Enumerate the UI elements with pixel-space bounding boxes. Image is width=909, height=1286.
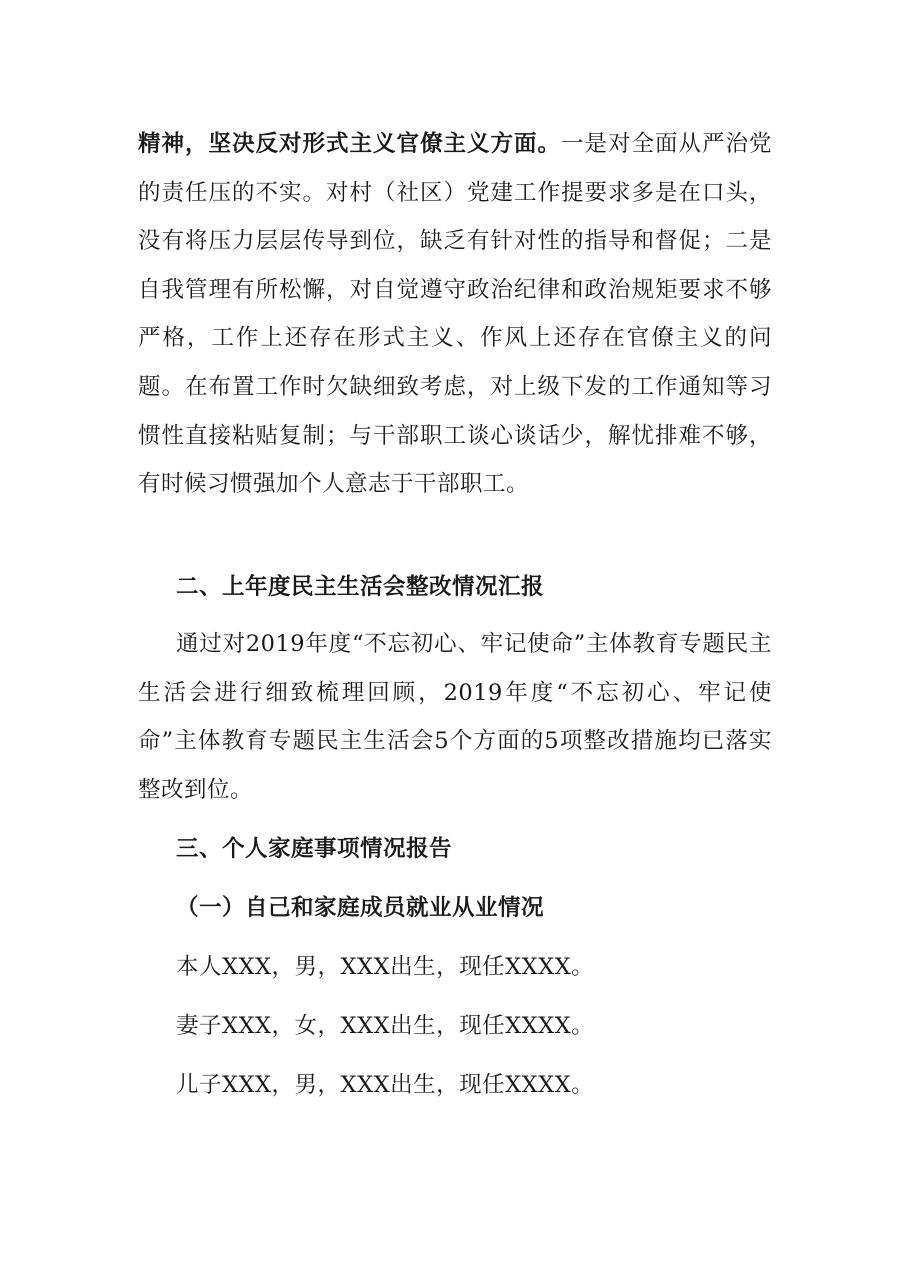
paragraph-rectification: 通过对2019年度“不忘初心、牢记使命”主体教育专题民主生活会进行细致梳理回顾，2019年度“不忘初心、牢记使命”主体教育专题民主生活会5个方面的5项整改措施均已落实整改到位。 <box>138 631 772 803</box>
paragraph-bold-lead: 精神，坚决反对形式主义官僚主义方面。 <box>138 131 561 157</box>
section-heading-rectification: 二、上年度民主生活会整改情况汇报 <box>176 574 545 600</box>
section-heading-family-report: 三、个人家庭事项情况报告 <box>176 836 453 862</box>
family-member-line: 儿子XXX，男，XXX出生，现任XXXX。 <box>176 1072 595 1098</box>
family-member-line: 本人XXX，男，XXX出生，现任XXXX。 <box>176 954 595 980</box>
subsection-heading-employment: （一）自己和家庭成员就业从业情况 <box>176 895 545 921</box>
family-member-line: 妻子XXX，女，XXX出生，现任XXXX。 <box>176 1013 595 1039</box>
paragraph-formalism <box>138 120 772 509</box>
paragraph-body: 一是对全面从严治党的责任压的不实。对村（社区）党建工作提要求多是在口头，没有将压力层层传导到位，缺乏有针对性的指导和督促；二是自我管理有所松懈，对自觉遵守政治纪律和政治规矩要求不够严格，工作上还存在形式主义、作风上还存在官僚主义的问题。在布置工作时欠缺细致考虑，对上级下发的工作通知等习惯性直接粘贴复制；与干部职工谈心谈话少，解忧排难不够，有时候习惯强加个人意志于干部职工。 <box>138 131 772 498</box>
